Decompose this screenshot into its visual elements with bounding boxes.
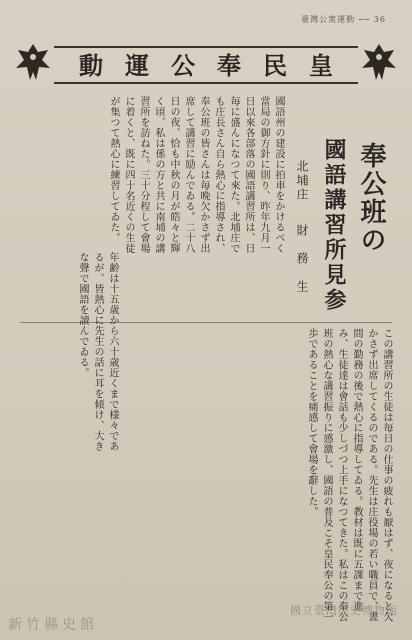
museum-watermark: 國立臺灣歷史博物館	[290, 604, 398, 617]
running-head: 臺灣公衆運動 ── 36	[301, 15, 386, 24]
article-body-bottom-right: この講習所の生徒は毎日の仕事の疲れも厭はず、夜になると欠かさず出席してくるのである。先生は庄役場の若い職員で、晝間の勤務の後で熱心に指導してゐる。教材は既に五課まで進み、生徒達は會話も少しづつ上手になつてきた。私はこの奉公班の熱心な講習振りに感激し、國語の普及こそ皇民奉公の第一歩であることを痛感して會場を辭した。	[306, 328, 392, 622]
article-body-bottom-left: 年齢は十五歳から六十歳近くまで様々であるが、皆熱心に先生の話に耳を傾け、大きな聲で國語を讀んでゐる。	[77, 252, 118, 452]
banner-char: 動	[79, 50, 103, 80]
banner-char: 奉	[217, 50, 241, 80]
article-subtitle: 國語講習所見参	[321, 138, 347, 313]
banner-char: 皇	[309, 50, 333, 80]
archive-watermark: 新竹縣史館	[8, 617, 98, 633]
author-name: 財 務 生	[295, 224, 309, 294]
article-body-top: 國語州の建設に拍車をかけるべく當局の御方針に則り、昨年九月一日以來各部落の國語講習所は、日毎に盛んになつて來た。北埔庄でも庄長さん自ら熱心に指導され、奉公班の皆さんは毎晩欠かさず出席して講習に励んでゐる。二十八日の夜、恰も中秋の月が皓々と輝く頃、私は係の方と共に南埔の講習所を訪ねた。三十分程して會場に着くと、既に四十名近くの生徒が集つて熱心に練習してゐた。	[108, 96, 284, 254]
banner-char: 運	[125, 50, 149, 80]
author-location: 北埔庄	[295, 160, 309, 202]
banner-char: 民	[263, 50, 287, 80]
banner-title	[74, 48, 338, 78]
article-byline	[294, 160, 310, 294]
eagle-emblem-icon	[360, 40, 398, 86]
eagle-emblem-icon	[14, 40, 52, 86]
banner-char: 公	[171, 50, 195, 80]
article-title: 奉公班の	[356, 142, 386, 254]
banner	[14, 36, 398, 88]
